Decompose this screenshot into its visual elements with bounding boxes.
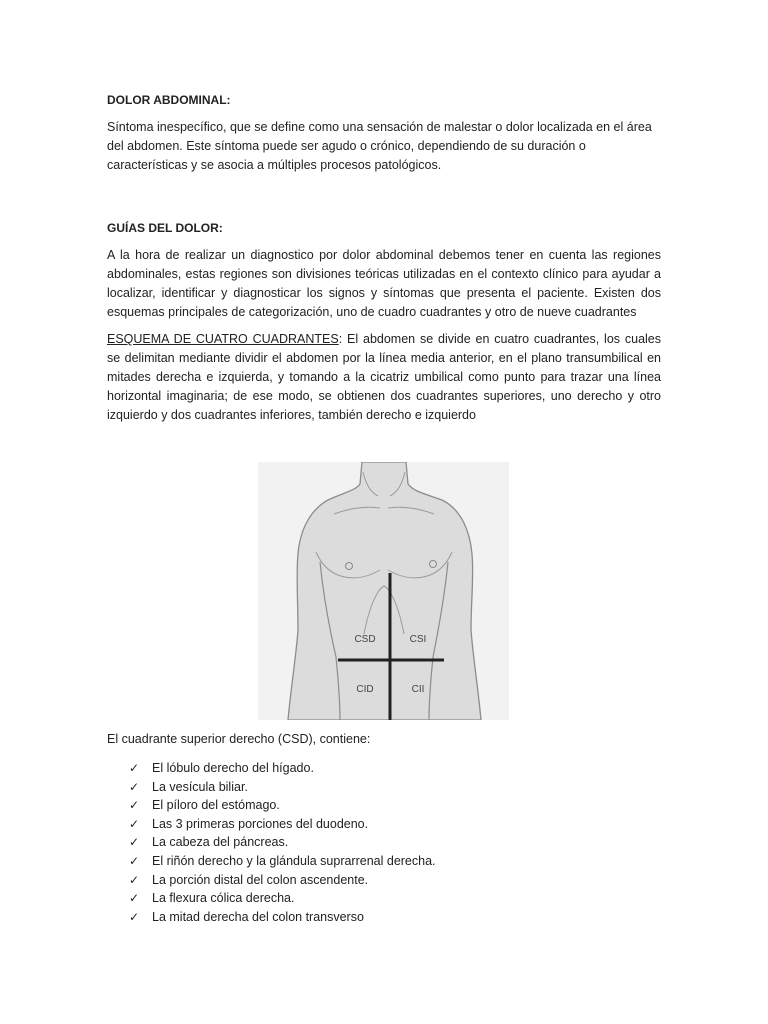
torso-illustration — [258, 462, 509, 720]
csd-contents-list — [129, 759, 436, 926]
list-item: ✓ El lóbulo derecho del hígado. — [129, 759, 436, 778]
list-item: ✓ El píloro del estómago. — [129, 796, 436, 815]
regions-paragraph: A la hora de realizar un diagnostico por dolor abdominal debemos tener en cuenta las regiones abdominales, estas regiones son divisiones teóricas utilizadas en el contexto clínico para ayudar a localizar, identificar y diagnosticar los signos y síntomas que presenta el paciente. Existen dos esquemas principales de categorización, uno de cuadro cuadrantes y otro de nueve cuadrantes — [107, 248, 661, 319]
checkmark-icon: ✓ — [129, 816, 140, 831]
four-quadrants-term: ESQUEMA DE CUATRO CUADRANTES — [107, 332, 339, 346]
list-item: ✓ El riñón derecho y la glándula suprarrenal derecha. — [129, 852, 436, 871]
quadrant-label-cii: CII — [411, 684, 425, 695]
checkmark-icon: ✓ — [129, 909, 140, 924]
checkmark-icon: ✓ — [129, 798, 140, 813]
abdomen-quadrants-figure — [258, 462, 509, 720]
section-heading-dolor-abdominal: DOLOR ABDOMINAL: — [107, 93, 231, 107]
checkmark-icon: ✓ — [129, 872, 140, 887]
list-item: ✓ La porción distal del colon ascendente. — [129, 871, 436, 890]
definition-paragraph: Síntoma inespecífico, que se define como una sensación de malestar o dolor localizada en el área del abdomen. Este síntoma puede ser agudo o crónico, dependiendo de su duración o características y se asocia a múltiples procesos patológicos. — [107, 120, 652, 172]
list-item: ✓ La cabeza del páncreas. — [129, 833, 436, 852]
checkmark-icon: ✓ — [129, 853, 140, 868]
section-heading-guias-del-dolor: GUÍAS DEL DOLOR: — [107, 221, 223, 235]
quadrant-label-csi: CSI — [409, 634, 427, 645]
checkmark-icon: ✓ — [129, 835, 140, 850]
quadrant-label-csd: CSD — [354, 634, 376, 645]
quadrant-label-cid: CID — [356, 684, 374, 695]
four-quadrants-paragraph — [107, 330, 661, 425]
checkmark-icon: ✓ — [129, 891, 140, 906]
list-item: ✓ La mitad derecha del colon transverso — [129, 908, 436, 927]
checkmark-icon: ✓ — [129, 779, 140, 794]
list-item: ✓ La flexura cólica derecha. — [129, 889, 436, 908]
csd-intro-text: El cuadrante superior derecho (CSD), contiene: — [107, 732, 371, 746]
document-body — [107, 92, 661, 425]
checkmark-icon: ✓ — [129, 761, 140, 775]
list-item: ✓ La vesícula biliar. — [129, 778, 436, 797]
list-item: ✓ Las 3 primeras porciones del duodeno. — [129, 815, 436, 834]
four-quadrants-description: El abdomen se divide en cuatro cuadrantes, los cuales se delimitan mediante dividir el abdomen por la línea media anterior, en el plano transumbilical en mitades derecha e izquierda, y tomando a la cicatriz umbilical como punto para trazar una línea horizontal imaginaria; de ese modo, se obtienen dos cuadrantes superiores, uno derecho y otro izquierdo y dos cuadrantes inferiores, también derecho e izquierdo — [107, 332, 661, 422]
term-colon: : — [338, 332, 343, 346]
